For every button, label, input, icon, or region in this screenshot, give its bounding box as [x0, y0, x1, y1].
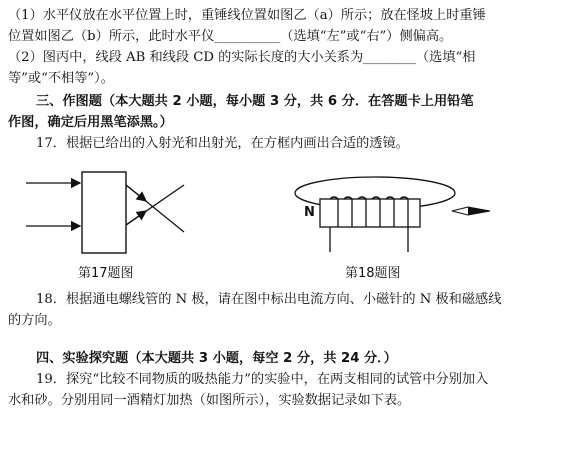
- q18-text-cont: 的方向。: [8, 313, 61, 328]
- solenoid-n-pole-label: N: [304, 205, 315, 220]
- q17-text: 17．根据已给出的入射光和出射光，在方框内画出合适的透镜。: [36, 136, 409, 151]
- section3-heading-cont: 作图，确定后用黑笔添黑。）: [8, 115, 173, 130]
- q19-text: 19．探究“比较不同物质的吸热能力”的实验中，在两支相同的试管中分别加入: [36, 372, 489, 387]
- fig17-caption: 第17题图: [78, 266, 134, 281]
- q16-part2-line1: （2）图丙中，线段 AB 和线段 CD 的实际长度的大小关系为________（选填“相: [8, 50, 476, 65]
- q19-text-cont: 水和砂。分别用同一酒精灯加热（如图所示），实验数据记录如下表。: [8, 393, 411, 408]
- section3-heading: 三、作图题（本大题共 2 小题，每小题 3 分，共 6 分．在答题卡上用铅笔: [36, 94, 474, 109]
- solenoid-core: [320, 199, 420, 227]
- q16-part1-line2: 位置如图乙（b）所示，此时水平仪__________（选填“左”或“右”）侧偏高。: [8, 29, 453, 44]
- q18-text: 18．根据通电螺线管的 N 极，请在图中标出电流方向、小磁针的 N 极和磁感线: [36, 292, 502, 307]
- fig18-caption: 第18题图: [345, 266, 401, 281]
- section4-heading: 四、实验探究题（本大题共 3 小题，每空 2 分，共 24 分．）: [36, 351, 397, 366]
- compass-needle: [452, 207, 490, 215]
- q16-part2-line2: 等”或“不相等”）。: [8, 71, 114, 86]
- q16-part1-line1: （1）水平仪放在水平位置上时，重锤线位置如图乙（a）所示；放在怪坡上时重锤: [8, 8, 486, 23]
